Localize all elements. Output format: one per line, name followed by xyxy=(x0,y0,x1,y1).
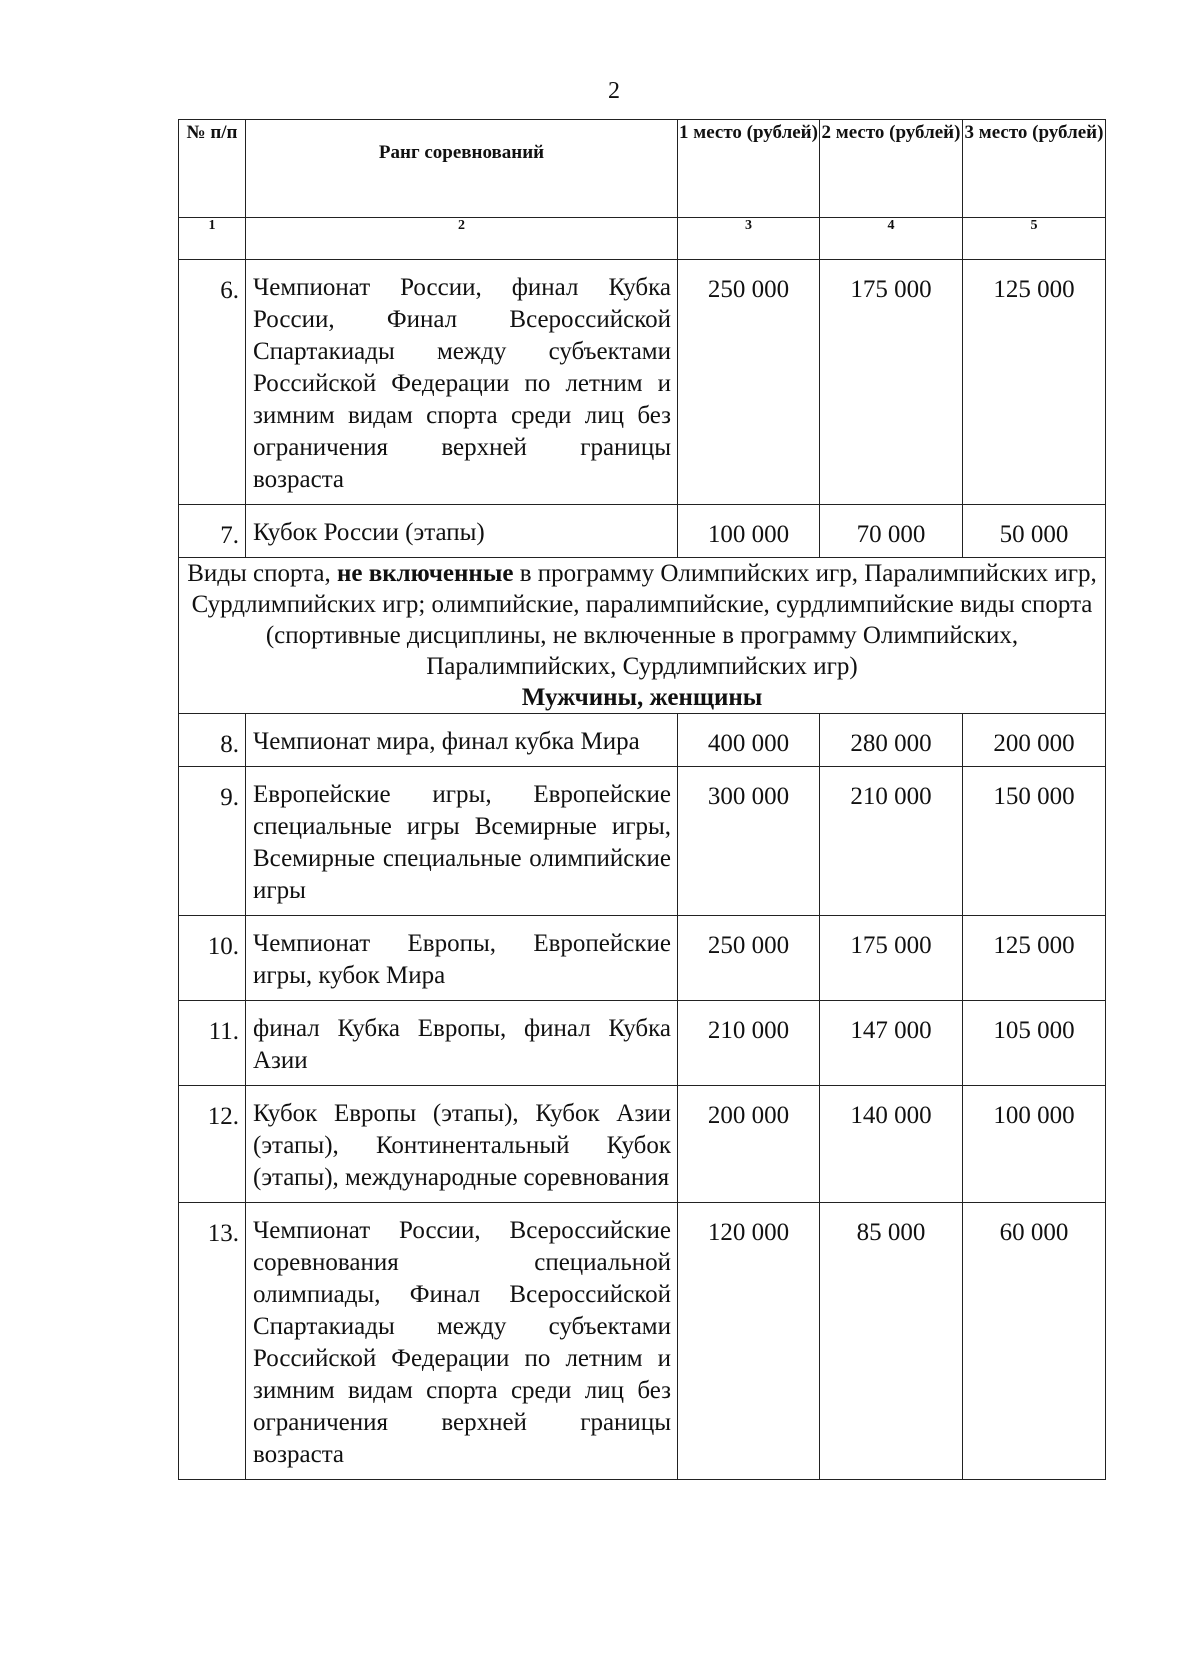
column-number: 5 xyxy=(963,218,1106,260)
column-number-row xyxy=(179,218,1106,260)
page-number: 2 xyxy=(608,78,620,104)
header-rank: Ранг соревнований xyxy=(246,120,678,218)
section-text-emphasis: не включенные xyxy=(337,560,514,587)
third-place-prize: 100 000 xyxy=(963,1086,1106,1203)
second-place-prize: 210 000 xyxy=(820,767,963,916)
table-row xyxy=(179,1001,1106,1086)
column-number: 1 xyxy=(179,218,246,260)
section-text-start: Виды спорта, xyxy=(187,560,337,587)
row-number: 10. xyxy=(179,916,246,1001)
first-place-prize: 250 000 xyxy=(678,916,820,1001)
competition-rank: финал Кубка Европы, финал Кубка Азии xyxy=(246,1001,678,1086)
second-place-prize: 280 000 xyxy=(820,714,963,767)
column-number: 4 xyxy=(820,218,963,260)
header-first-place: 1 место (рублей) xyxy=(678,120,820,218)
row-number: 13. xyxy=(179,1203,246,1480)
header-row xyxy=(179,120,1106,218)
table-row xyxy=(179,260,1106,505)
third-place-prize: 125 000 xyxy=(963,916,1106,1001)
first-place-prize: 100 000 xyxy=(678,505,820,558)
table-row xyxy=(179,916,1106,1001)
second-place-prize: 70 000 xyxy=(820,505,963,558)
competition-rank: Кубок России (этапы) xyxy=(246,505,678,558)
competition-rank: Кубок Европы (этапы), Кубок Азии (этапы), Континентальный Кубок (этапы), международные соревнования xyxy=(246,1086,678,1203)
row-number: 12. xyxy=(179,1086,246,1203)
third-place-prize: 50 000 xyxy=(963,505,1106,558)
section-text-end: в программу Олимпийских игр, Паралимпийских игр, Сурдлимпийских игр; олимпийские, паралимпийские, сурдлимпийские виды спорта (спортивные дисциплины, не включенные в программу Олимпийских, Паралимпийских, Сурдлимпийских игр) xyxy=(191,560,1097,680)
row-number: 9. xyxy=(179,767,246,916)
competition-rank: Чемпионат Европы, Европейские игры, кубок Мира xyxy=(246,916,678,1001)
header-second-place: 2 место (рублей) xyxy=(820,120,963,218)
table-row xyxy=(179,1203,1106,1480)
table-row xyxy=(179,767,1106,916)
table-row xyxy=(179,505,1106,558)
third-place-prize: 125 000 xyxy=(963,260,1106,505)
second-place-prize: 147 000 xyxy=(820,1001,963,1086)
first-place-prize: 120 000 xyxy=(678,1203,820,1480)
competition-rank: Чемпионат России, Всероссийские соревнования специальной олимпиады, Финал Всероссийской Спартакиады между субъектами Российской Федерации по летним и зимним видам спорта среди лиц без ограничения верхней границы возраста xyxy=(246,1203,678,1480)
column-number: 2 xyxy=(246,218,678,260)
second-place-prize: 175 000 xyxy=(820,260,963,505)
first-place-prize: 400 000 xyxy=(678,714,820,767)
first-place-prize: 250 000 xyxy=(678,260,820,505)
third-place-prize: 60 000 xyxy=(963,1203,1106,1480)
second-place-prize: 85 000 xyxy=(820,1203,963,1480)
second-place-prize: 175 000 xyxy=(820,916,963,1001)
section-header xyxy=(179,558,1106,714)
table-row xyxy=(179,714,1106,767)
row-number: 11. xyxy=(179,1001,246,1086)
third-place-prize: 150 000 xyxy=(963,767,1106,916)
table-row xyxy=(179,1086,1106,1203)
row-number: 6. xyxy=(179,260,246,505)
prize-table xyxy=(178,119,1106,1480)
competition-rank: Чемпионат России, финал Кубка России, Финал Всероссийской Спартакиады между субъектами Российской Федерации по летним и зимним видам спорта среди лиц без ограничения верхней границы возраста xyxy=(246,260,678,505)
first-place-prize: 210 000 xyxy=(678,1001,820,1086)
section-subtitle: Мужчины, женщины xyxy=(521,684,763,711)
column-number: 3 xyxy=(678,218,820,260)
first-place-prize: 200 000 xyxy=(678,1086,820,1203)
third-place-prize: 105 000 xyxy=(963,1001,1106,1086)
section-header-row xyxy=(179,558,1106,714)
row-number: 8. xyxy=(179,714,246,767)
first-place-prize: 300 000 xyxy=(678,767,820,916)
row-number: 7. xyxy=(179,505,246,558)
second-place-prize: 140 000 xyxy=(820,1086,963,1203)
header-number: № п/п xyxy=(179,120,246,218)
header-third-place: 3 место (рублей) xyxy=(963,120,1106,218)
competition-rank: Европейские игры, Европейские специальные игры Всемирные игры, Всемирные специальные олимпийские игры xyxy=(246,767,678,916)
competition-rank: Чемпионат мира, финал кубка Мира xyxy=(246,714,678,767)
third-place-prize: 200 000 xyxy=(963,714,1106,767)
